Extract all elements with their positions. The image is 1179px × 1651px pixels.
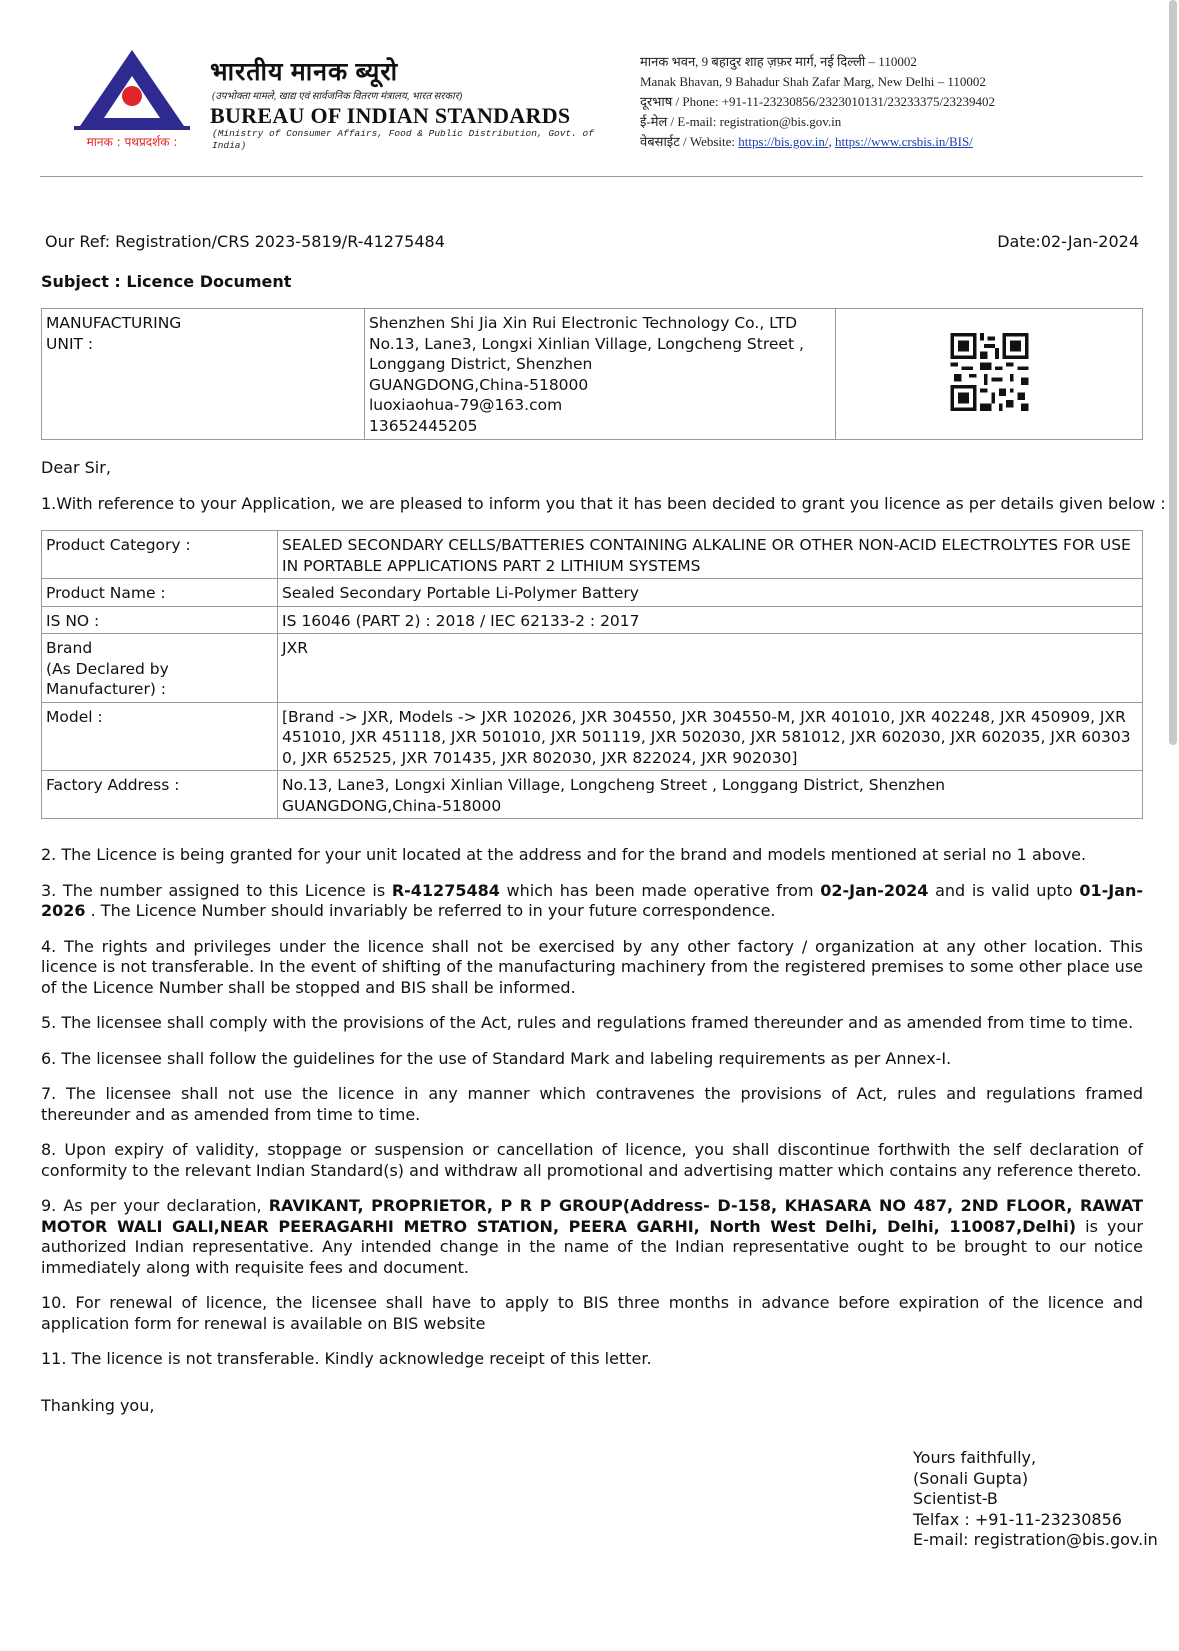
product-name-label: Product Name :: [42, 579, 278, 607]
licence-details-table: [41, 530, 1143, 819]
clause-3: 3. The number assigned to this Licence is R-41275484 which has been made operative from 02-Jan-2024 and is valid upto 01-Jan-2026 . The Licence Number should invariably be referred to in your future correspondence.: [41, 880, 1144, 920]
table-row: [42, 702, 1143, 771]
brand-label: Brand (As Declared by Manufacturer) :: [42, 634, 278, 703]
factory-address-value: No.13, Lane3, Longxi Xinlian Village, Longcheng Street , Longgang District, Shenzhen GUANGDONG,China-518000: [278, 771, 1143, 819]
factory-address-label: Factory Address :: [42, 771, 278, 819]
vertical-scrollbar[interactable]: [1169, 0, 1177, 745]
model-label: Model :: [42, 702, 278, 771]
licence-clauses: [41, 845, 1143, 1385]
table-row: [42, 606, 1143, 634]
ministry-subtitle: (Ministry of Consumer Affairs, Food & Public Distribution, Govt. of India): [212, 128, 594, 151]
email-address: registration@bis.gov.in: [719, 114, 842, 129]
clause-10: 10. For renewal of licence, the licensee shall have to apply to BIS three months in advance before expiration of the licence and application form for renewal is available on BIS website: [41, 1293, 1143, 1333]
qr-code-icon: [937, 333, 1042, 411]
valid-to-date: 01-Jan-2026: [41, 880, 1144, 920]
logo-motto: मानक : पथप्रदर्शक :: [86, 135, 178, 149]
clause-2: 2. The Licence is being granted for your unit located at the address and for the brand and models mentioned at serial no 1 above.: [41, 845, 1087, 864]
category-label: Product Category :: [42, 531, 278, 579]
table-row: [42, 771, 1143, 819]
table-row: [42, 634, 1143, 703]
brand-value: JXR: [278, 634, 1143, 703]
model-value: [Brand -> JXR, Models -> JXR 102026, JXR 304550, JXR 304550-M, JXR 401010, JXR 402248, JXR 450909, JXR 451010, JXR 451118, JXR 501010, JXR 501119, JXR 502030, JXR 581012, JXR 602030, JXR 602035, JXR 603030, JXR 652525, JXR 701435, JXR 802030, JXR 822024, JXR 902030]: [278, 702, 1143, 771]
qr-cell: [836, 309, 1143, 440]
clause-6: 6. The licensee shall follow the guidelines for the use of Standard Mark and labeling requirements as per Annex-I.: [41, 1048, 952, 1068]
bis-logo: [72, 46, 192, 156]
clause-7: 7. The licensee shall not use the licence in any manner which contravenes the provisions of Act, rules and regulations framed thereunder and as amended from time to time.: [41, 1084, 1143, 1124]
category-value: SEALED SECONDARY CELLS/BATTERIES CONTAINING ALKALINE OR OTHER NON-ACID ELECTROLYTES FOR USE IN PORTABLE APPLICATIONS PART 2 LITHIUM SYSTEMS: [278, 531, 1143, 579]
valediction: Yours faithfully,: [913, 1448, 1037, 1467]
bureau-title: BUREAU OF INDIAN STANDARDS: [210, 103, 571, 128]
valid-from-date: 02-Jan-2024: [820, 880, 929, 900]
address-hindi: मानक भवन, 9 बहादुर शाह ज़फ़र मार्ग, नई दिल्ली – 110002: [640, 54, 917, 69]
address-english: Manak Bhavan, 9 Bahadur Shah Zafar Marg, New Delhi – 110002: [640, 74, 986, 89]
subject-line: Subject : Licence Document: [41, 272, 292, 291]
signatory-telfax: Telfax : +91-11-23230856: [913, 1509, 1122, 1529]
licence-number: R-41275484: [391, 880, 500, 900]
phone-line: दूरभाष / Phone: +91-11-23230856/2323010131/23233375/23239402: [640, 94, 996, 109]
hindi-title: भारतीय मानक ब्यूरो: [210, 59, 399, 86]
signature-block: [913, 1448, 1158, 1551]
phone-number: +91-11-23230856/2323010131/23233375/23239402: [721, 94, 996, 109]
unit-address-cell: Shenzhen Shi Jia Xin Rui Electronic Technology Co., LTD No.13, Lane3, Longxi Xinlian Village, Longcheng Street , Longgang District, Shenzhen GUANGDONG,China-518000 luoxiaohua-79@163.com 13652445205: [365, 309, 836, 440]
signatory-title: Scientist-B: [913, 1489, 998, 1508]
table-row: [42, 579, 1143, 607]
manufacturing-unit-table: [41, 308, 1143, 440]
bis-website-link[interactable]: https://bis.gov.in/: [738, 134, 829, 149]
clause-11: 11. The licence is not transferable. Kindly acknowledge receipt of this letter.: [41, 1349, 652, 1368]
reference-number: Our Ref: Registration/CRS 2023-5819/R-41275484: [45, 232, 445, 251]
website-line: वेबसाईट / Website: https://bis.gov.in/, https://www.crsbis.in/BIS/: [640, 134, 973, 149]
hindi-subtitle: (उपभोक्ता मामले, खाद्य एवं सार्वजनिक वितरण मंत्रालय, भारत सरकार): [212, 91, 463, 102]
unit-phone: 13652445205: [369, 416, 478, 435]
clause-5: 5. The licensee shall comply with the provisions of the Act, rules and regulations framed thereunder and as amended from time to time.: [41, 1013, 1134, 1032]
unit-company: Shenzhen Shi Jia Xin Rui Electronic Technology Co., LTD: [369, 314, 798, 332]
product-name-value: Sealed Secondary Portable Li-Polymer Battery: [278, 579, 1143, 607]
salutation: Dear Sir,: [41, 458, 111, 477]
intro-paragraph: 1.With reference to your Application, we are pleased to inform you that it has been decided to grant you licence as per details given below :: [41, 494, 1166, 513]
closing-thanks: Thanking you,: [41, 1396, 155, 1415]
unit-label-cell: MANUFACTURING UNIT :: [42, 309, 365, 440]
is-number-label: IS NO :: [42, 606, 278, 634]
letter-date: Date:02-Jan-2024: [997, 232, 1139, 251]
is-number-value: IS 16046 (PART 2) : 2018 / IEC 62133-2 : 2017: [278, 606, 1143, 634]
indian-representative: RAVIKANT, PROPRIETOR, P R P GROUP(Address- D-158, KHASARA NO 487, 2ND FLOOR, RAWAT MOTOR WALI GALI,NEAR PEERAGARHI METRO STATION, PEERA GARHI, North West Delhi, Delhi, 110087,Delhi): [41, 1196, 1143, 1236]
email-line: ई-मेल / E-mail: registration@bis.gov.in: [640, 114, 842, 129]
contact-block: [640, 52, 995, 152]
header-divider: [40, 176, 1143, 177]
clause-4: 4. The rights and privileges under the licence shall not be exercised by any other factory / organization at any other location. This licence is not transferable. In the event of shifting of the manufacturing machinery from the registered premises to some other place use of the Licence Number shall be stopped and BIS shall be informed.: [41, 936, 1143, 997]
crsbis-website-link[interactable]: https://www.crsbis.in/BIS/: [834, 134, 973, 149]
signatory-email: E-mail: registration@bis.gov.in: [913, 1530, 1158, 1549]
clause-9: 9. As per your declaration, RAVIKANT, PROPRIETOR, P R P GROUP(Address- D-158, KHASARA NO 487, 2ND FLOOR, RAWAT MOTOR WALI GALI,NEAR PEERAGARHI METRO STATION, PEERA GARHI, North West Delhi, Delhi, 110087,Delhi) is your authorized Indian representative. Any intended change in the name of the Indian representative ought to be brought to our notice immediately along with requisite fees and document.: [41, 1196, 1144, 1277]
table-row: [42, 531, 1143, 579]
unit-email: luoxiaohua-79@163.com: [369, 396, 563, 414]
signatory-name: (Sonali Gupta): [913, 1468, 1029, 1488]
clause-8: 8. Upon expiry of validity, stoppage or suspension or cancellation of licence, you shall discontinue forthwith the self declaration of conformity to the relevant Indian Standard(s) and withdraw all promotional and advertising matter which contains any reference thereto.: [41, 1140, 1143, 1180]
